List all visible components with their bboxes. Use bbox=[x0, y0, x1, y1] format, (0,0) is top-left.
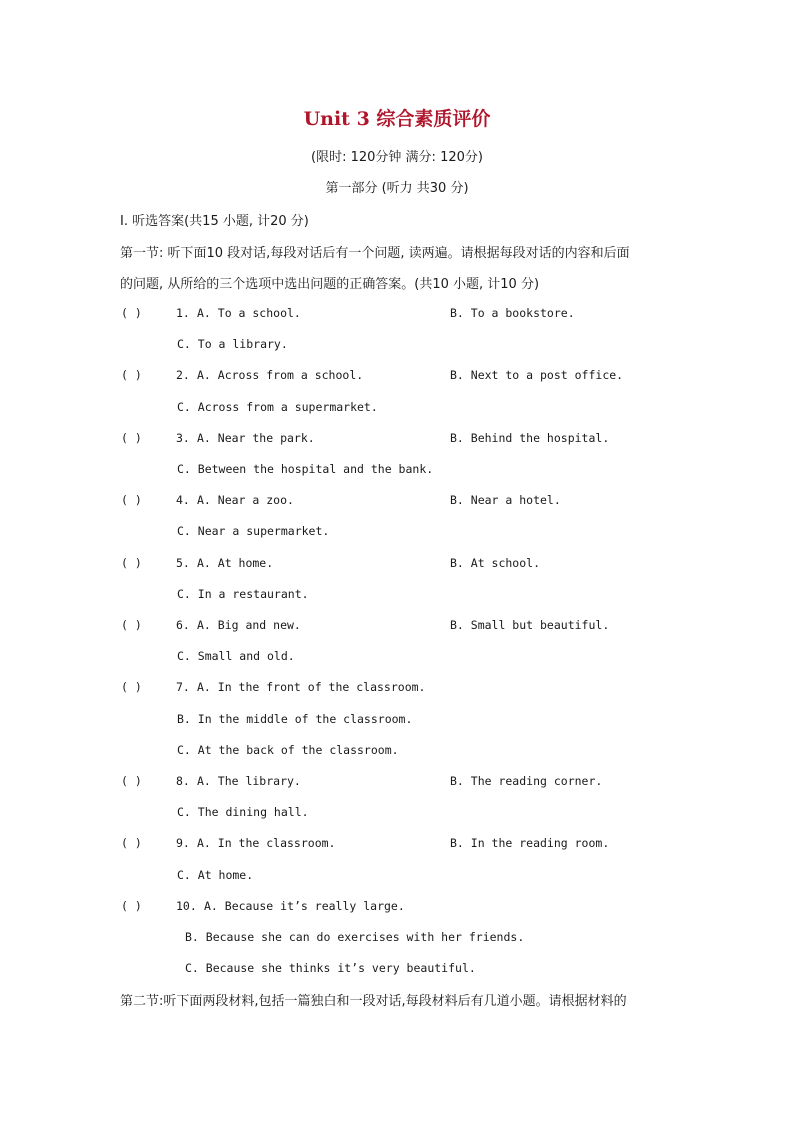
question-number: 9. bbox=[176, 836, 190, 850]
option-c: C. At the back of the classroom. bbox=[177, 743, 399, 757]
option-b: B. In the middle of the classroom. bbox=[177, 712, 413, 726]
answer-blank[interactable]: ( ) bbox=[121, 493, 142, 507]
option-b: B. At school. bbox=[450, 556, 541, 570]
answer-blank[interactable]: ( ) bbox=[121, 556, 142, 570]
option-a: A. Across from a school. bbox=[197, 368, 364, 382]
page-title: Unit 3 综合素质评价 bbox=[303, 108, 491, 130]
option-c: C. In a restaurant. bbox=[177, 587, 309, 601]
answer-blank[interactable]: ( ) bbox=[121, 836, 142, 850]
answer-blank[interactable]: ( ) bbox=[121, 899, 142, 913]
option-a: A. Because it’s really large. bbox=[204, 899, 405, 913]
answer-blank[interactable]: ( ) bbox=[121, 618, 142, 632]
question-number: 2. bbox=[176, 368, 190, 382]
question-number: 10. bbox=[176, 899, 197, 913]
question-number: 1. bbox=[176, 306, 190, 320]
option-a: A. Near a zoo. bbox=[197, 493, 294, 507]
question-number: 8. bbox=[176, 774, 190, 788]
option-a: A. The library. bbox=[197, 774, 301, 788]
question-number: 4. bbox=[176, 493, 190, 507]
option-b: B. The reading corner. bbox=[450, 774, 603, 788]
option-b: B. Behind the hospital. bbox=[450, 431, 610, 445]
question-number: 7. bbox=[176, 680, 190, 694]
option-a: A. Near the park. bbox=[197, 431, 315, 445]
option-a: A. In the front of the classroom. bbox=[197, 680, 426, 694]
option-c: C. Across from a supermarket. bbox=[177, 400, 378, 414]
answer-blank[interactable]: ( ) bbox=[121, 774, 142, 788]
section1-intro-line1: 第一节: 听下面10 段对话,每段对话后有一个问题, 读两遍。请根据每段对话的内容和后面 bbox=[120, 246, 630, 261]
option-a: A. In the classroom. bbox=[197, 836, 336, 850]
answer-blank[interactable]: ( ) bbox=[121, 368, 142, 382]
option-a: A. Big and new. bbox=[197, 618, 301, 632]
question-number: 5. bbox=[176, 556, 190, 570]
option-c: C. Between the hospital and the bank. bbox=[177, 462, 434, 476]
section1-heading: I. 听选答案(共15 小题, 计20 分) bbox=[120, 214, 309, 229]
section2-intro-line1: 第二节:听下面两段材料,包括一篇独白和一段对话,每段材料后有几道小题。请根据材料的 bbox=[120, 994, 627, 1009]
option-a: A. To a school. bbox=[197, 306, 301, 320]
option-b: B. To a bookstore. bbox=[450, 306, 575, 320]
option-b: B. Near a hotel. bbox=[450, 493, 561, 507]
question-number: 6. bbox=[176, 618, 190, 632]
part-heading: 第一部分 (听力 共30 分) bbox=[325, 181, 469, 196]
answer-blank[interactable]: ( ) bbox=[121, 431, 142, 445]
section1-intro-line2: 的问题, 从所给的三个选项中选出问题的正确答案。(共10 小题, 计10 分) bbox=[120, 277, 540, 292]
option-c: C. Small and old. bbox=[177, 649, 295, 663]
option-b: B. In the reading room. bbox=[450, 836, 610, 850]
option-c: C. At home. bbox=[177, 868, 254, 882]
option-a: A. At home. bbox=[197, 556, 274, 570]
time-score-limits: (限时: 120分钟 满分: 120分) bbox=[311, 150, 483, 165]
question-number: 3. bbox=[176, 431, 190, 445]
option-b: B. Small but beautiful. bbox=[450, 618, 610, 632]
option-b: B. Because she can do exercises with her friends. bbox=[185, 930, 525, 944]
answer-blank[interactable]: ( ) bbox=[121, 306, 142, 320]
option-c: C. To a library. bbox=[177, 337, 288, 351]
option-b: B. Next to a post office. bbox=[450, 368, 624, 382]
option-c: C. Near a supermarket. bbox=[177, 524, 330, 538]
option-c: C. The dining hall. bbox=[177, 805, 309, 819]
answer-blank[interactable]: ( ) bbox=[121, 680, 142, 694]
option-c: C. Because she thinks it’s very beautiful. bbox=[185, 961, 476, 975]
